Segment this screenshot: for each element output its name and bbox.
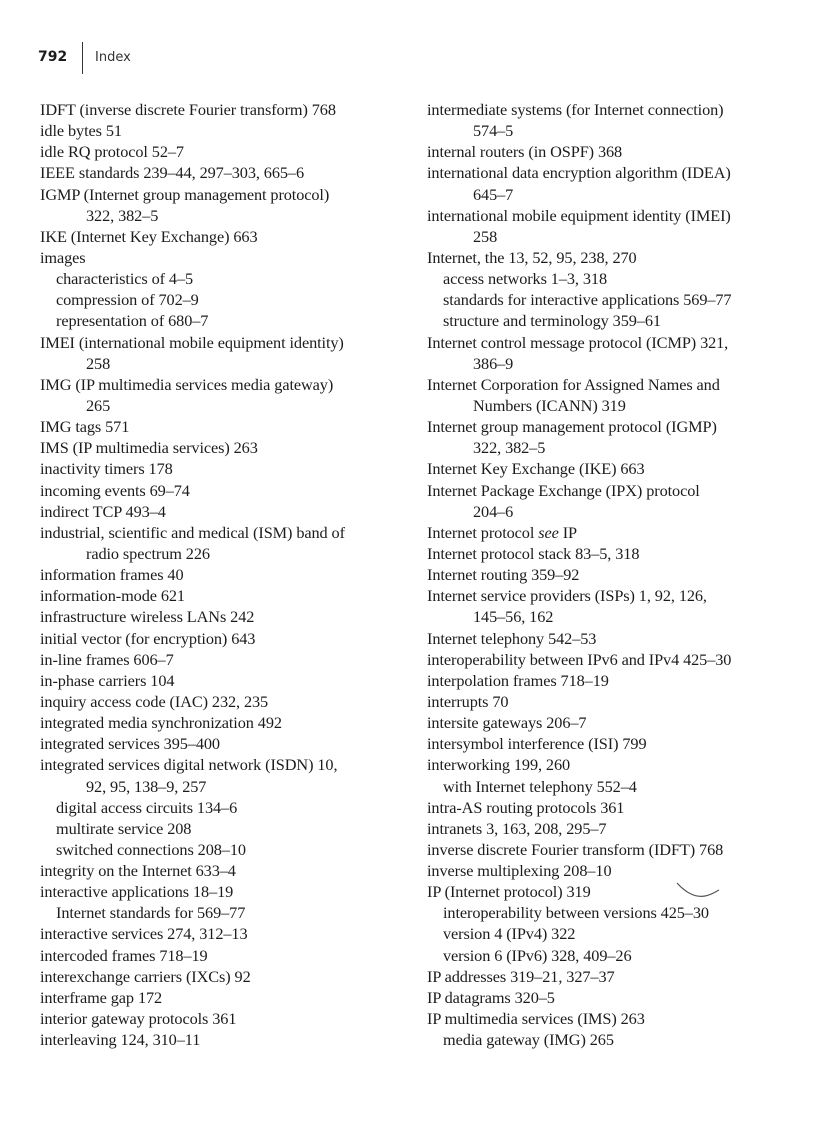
index-entry: interoperability between IPv6 and IPv4 425–30	[427, 649, 732, 669]
index-entry: incoming events 69–74	[40, 480, 190, 500]
index-entry: radio spectrum 226	[86, 543, 210, 563]
index-entry: Numbers (ICANN) 319	[473, 395, 626, 415]
index-entry: Internet telephony 542–53	[427, 628, 597, 648]
index-entry: interframe gap 172	[40, 987, 163, 1007]
index-entry: interexchange carriers (IXCs) 92	[40, 966, 251, 986]
index-entry: Internet group management protocol (IGMP)	[427, 417, 717, 437]
index-entry: integrated media synchronization 492	[40, 713, 282, 733]
index-entry: initial vector (for encryption) 643	[40, 628, 256, 648]
index-entry: inactivity timers 178	[40, 459, 173, 479]
index-entry: interrupts 70	[427, 691, 509, 711]
index-entry: interworking 199, 260	[427, 755, 571, 775]
index-entry: standards for interactive applications 569–77	[443, 290, 732, 310]
index-entry: multirate service 208	[56, 818, 192, 838]
index-entry: IDFT (inverse discrete Fourier transform) 768	[40, 100, 336, 119]
index-entry: Internet Corporation for Assigned Names and	[427, 374, 720, 394]
index-entry: IP (Internet protocol) 319	[427, 882, 591, 902]
index-entry: 322, 382–5	[86, 205, 159, 225]
index-entry: intersite gateways 206–7	[427, 713, 587, 733]
index-entry: idle RQ protocol 52–7	[40, 142, 184, 162]
index-entry: international data encryption algorithm (IDEA)	[427, 163, 731, 183]
index-entry: 265	[86, 395, 111, 415]
index-entry: IP datagrams 320–5	[427, 987, 555, 1007]
index-entry: IMS (IP multimedia services) 263	[40, 438, 258, 458]
index-entry: intercoded frames 718–19	[40, 945, 208, 965]
index-entry: intermediate systems (for Internet connection)	[427, 100, 724, 119]
index-entry: digital access circuits 134–6	[56, 797, 238, 817]
index-entry: integrated services digital network (ISDN) 10,	[40, 755, 338, 775]
index-entry: Internet control message protocol (ICMP) 321,	[427, 332, 729, 352]
index-entry: inquiry access code (IAC) 232, 235	[40, 691, 269, 711]
running-head: Index	[95, 50, 131, 65]
index-entry: intersymbol interference (ISI) 799	[427, 734, 647, 754]
index-entry: Internet Package Exchange (IPX) protocol	[427, 480, 700, 500]
index-entry: industrial, scientific and medical (ISM) band of	[40, 522, 345, 542]
index-entry: version 6 (IPv6) 328, 409–26	[443, 945, 632, 965]
index-entry: interactive applications 18–19	[40, 882, 234, 902]
index-entry: 204–6	[473, 501, 514, 521]
index-column-right	[427, 99, 807, 1050]
index-entry: interior gateway protocols 361	[40, 1009, 237, 1029]
index-entry: 645–7	[473, 184, 514, 204]
index-entry: information-mode 621	[40, 586, 185, 606]
index-entry: 386–9	[473, 353, 514, 373]
index-entry: interactive services 274, 312–13	[40, 924, 248, 944]
index-entry: Internet service providers (ISPs) 1, 92, 126,	[427, 586, 707, 606]
index-entry: integrity on the Internet 633–4	[40, 861, 236, 881]
index-entry: IKE (Internet Key Exchange) 663	[40, 226, 258, 246]
index-entry: representation of 680–7	[56, 311, 209, 331]
index-entry: structure and terminology 359–61	[443, 311, 661, 331]
index-entry: version 4 (IPv4) 322	[443, 924, 576, 944]
index-entry: 258	[473, 226, 498, 246]
index-entry: Internet protocol see IP	[427, 522, 577, 542]
index-entry: information frames 40	[40, 565, 184, 585]
index-entry: interleaving 124, 310–11	[40, 1030, 201, 1050]
index-entry: 92, 95, 138–9, 257	[86, 776, 207, 796]
index-entry: images	[40, 247, 86, 267]
index-entry: Internet, the 13, 52, 95, 238, 270	[427, 247, 637, 267]
index-entry: switched connections 208–10	[56, 839, 246, 859]
pencil-mark	[675, 880, 721, 902]
index-entry: in-phase carriers 104	[40, 670, 175, 690]
index-entry: 574–5	[473, 121, 514, 141]
index-entry: access networks 1–3, 318	[443, 269, 607, 289]
index-entry: in-line frames 606–7	[40, 649, 174, 669]
index-entry: intranets 3, 163, 208, 295–7	[427, 818, 607, 838]
index-entry: 145–56, 162	[473, 607, 554, 627]
index-entry: 322, 382–5	[473, 438, 546, 458]
header-divider	[82, 42, 83, 74]
index-entry: inverse discrete Fourier transform (IDFT) 768	[427, 839, 724, 859]
index-entry: with Internet telephony 552–4	[443, 776, 637, 796]
index-entry: 258	[86, 353, 111, 373]
index-entry: IMG tags 571	[40, 417, 130, 437]
index-entry: compression of 702–9	[56, 290, 199, 310]
index-entry: interpolation frames 718–19	[427, 670, 609, 690]
index-entry: IEEE standards 239–44, 297–303, 665–6	[40, 163, 305, 183]
index-entry: IP multimedia services (IMS) 263	[427, 1009, 645, 1029]
index-entry: IGMP (Internet group management protocol)	[40, 184, 330, 204]
index-entry: idle bytes 51	[40, 121, 122, 141]
index-entry: IP addresses 319–21, 327–37	[427, 966, 615, 986]
index-entry: intra-AS routing protocols 361	[427, 797, 625, 817]
index-entry: Internet routing 359–92	[427, 565, 580, 585]
index-entry: interoperability between versions 425–30	[443, 903, 709, 923]
index-entry: Internet standards for 569–77	[56, 903, 246, 923]
index-entry: characteristics of 4–5	[56, 269, 194, 289]
index-entry: internal routers (in OSPF) 368	[427, 142, 623, 162]
index-entry: indirect TCP 493–4	[40, 501, 166, 521]
see-reference: see	[538, 522, 559, 542]
index-entry: Internet protocol stack 83–5, 318	[427, 543, 640, 563]
index-entry: infrastructure wireless LANs 242	[40, 607, 255, 627]
index-entry: inverse multiplexing 208–10	[427, 861, 612, 881]
index-entry: media gateway (IMG) 265	[443, 1030, 614, 1050]
index-entry: international mobile equipment identity (IMEI)	[427, 205, 731, 225]
index-entry: IMG (IP multimedia services media gateway)	[40, 374, 334, 394]
index-entry: integrated services 395–400	[40, 734, 220, 754]
index-column-left	[40, 99, 420, 1050]
page-number: 792	[38, 49, 68, 65]
index-entry: Internet Key Exchange (IKE) 663	[427, 459, 645, 479]
index-entry: IMEI (international mobile equipment identity)	[40, 332, 344, 352]
